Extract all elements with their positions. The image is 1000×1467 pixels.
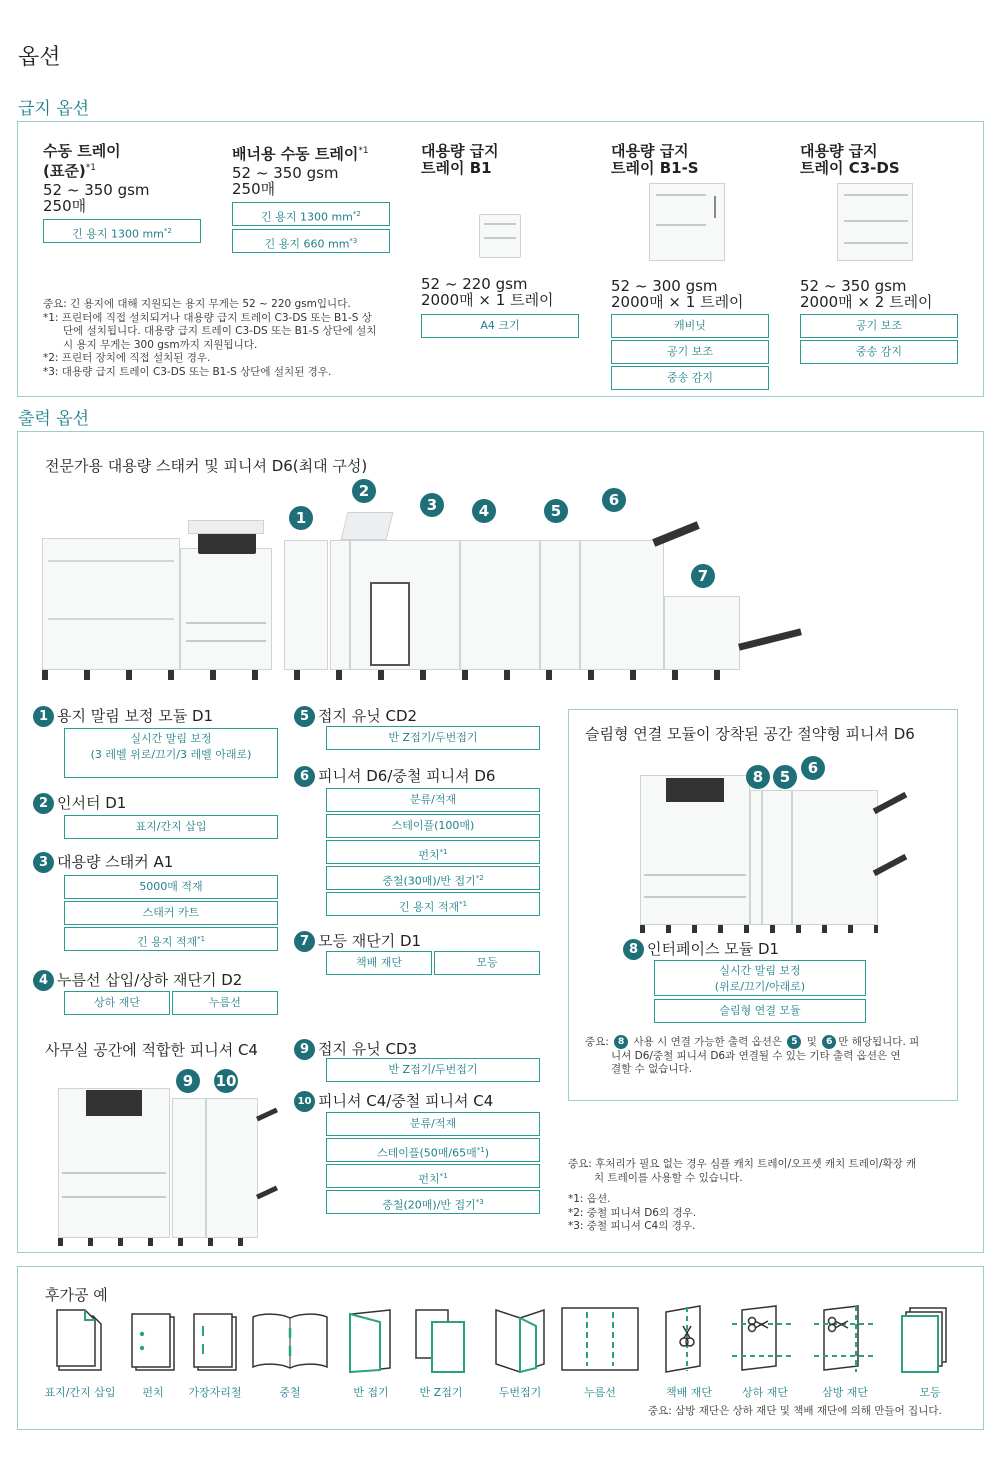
pill-top-bottom-trim: 상하 재단 xyxy=(64,991,170,1015)
pill-realtime-curl: 실시간 말림 보정 (3 레벨 위로/끄기/3 레벨 아래로) xyxy=(64,728,278,778)
punch-icon xyxy=(130,1312,176,1372)
three-side-trim-icon xyxy=(812,1304,878,1374)
square-fold-icon xyxy=(900,1306,952,1374)
label-fore-edge-trim: 책배 재단 xyxy=(665,1386,712,1399)
feed-col-3-title: 대용량 급지 트레이 B1 xyxy=(421,142,499,177)
label-z-fold: 반 Z접기 xyxy=(419,1386,463,1399)
office-badge-9: 9 xyxy=(176,1069,203,1093)
hcf-c3ds-image xyxy=(837,183,913,261)
label-punch: 펀치 xyxy=(142,1386,164,1399)
feed-col-2-spec: 52 ~ 350 gsm 250매 xyxy=(232,164,339,198)
pill-realtime-curl-2: 실시간 말림 보정 (위로/끄기/아래로) xyxy=(654,960,866,996)
diagram-badge-3: 3 xyxy=(420,493,447,517)
edge-stitch-icon xyxy=(192,1312,238,1372)
label-crease: 누름선 xyxy=(584,1386,616,1399)
pill-punch-2: 펀치$^{*1}$ xyxy=(326,1164,540,1188)
office-badge-10: 10 xyxy=(214,1069,241,1093)
feed-col-1-spec: 52 ~ 350 gsm 250매 xyxy=(43,181,150,215)
label-saddle-stitch: 중철 xyxy=(279,1386,301,1399)
module-6-title: 6 피니셔 D6/중철 피니셔 D6 xyxy=(294,765,495,787)
pill-staple-50-65: 스테이플(50매/65매$^{*1}$) xyxy=(326,1138,540,1162)
pill-long-paper-1300: 긴 용지 1300 $mm^{*2}$ xyxy=(43,219,201,243)
pill-square-fold: 모등 xyxy=(434,951,540,975)
module-9-title: 9 접지 유닛 CD3 xyxy=(294,1038,417,1060)
letter-fold-icon xyxy=(492,1306,548,1374)
feed-options-title: 급지 옵션 xyxy=(18,99,90,119)
diagram-badge-6: 6 xyxy=(602,488,629,512)
diagram-badge-1: 1 xyxy=(289,506,316,530)
fore-edge-trim-icon xyxy=(660,1304,718,1374)
module-2-title: 2 인서터 D1 xyxy=(33,792,126,814)
label-square-fold: 모등 xyxy=(919,1386,941,1399)
slim-badge-6: 6 xyxy=(801,756,828,780)
pill-air-assist: 공기 보조 xyxy=(611,340,769,364)
pill-sort-stack: 분류/적재 xyxy=(326,788,540,812)
office-config-title: 사무실 공간에 적합한 피니셔 C4 xyxy=(45,1041,258,1059)
label-half-fold: 반 접기 xyxy=(353,1386,389,1399)
module-1-title: 1 용지 말림 보정 모듈 D1 xyxy=(33,705,213,727)
saddle-stitch-icon xyxy=(250,1312,330,1372)
pill-fore-edge-trim: 책배 재단 xyxy=(326,951,432,975)
pill-z-fold: 반 Z접기/두번접기 xyxy=(326,726,540,750)
feed-col-5-spec: 52 ~ 350 gsm 2000매 × 2 트레이 xyxy=(800,277,933,311)
label-letter-fold: 두번접기 xyxy=(498,1386,542,1399)
main-config-title: 전문가용 대용량 스태커 및 피니셔 D6(최대 구성) xyxy=(45,457,368,475)
feed-col-5-title: 대용량 급지 트레이 C3-DS xyxy=(800,142,900,177)
pill-long-paper-stack-2: 긴 용지 적재$^{*1}$ xyxy=(326,892,540,916)
pill-long-paper-1300-b: 긴 용지 1300 $mm^{*2}$ xyxy=(232,202,390,226)
head-foot-trim-icon xyxy=(730,1304,796,1374)
module-10-title: 10 피니셔 C4/중철 피니셔 C4 xyxy=(294,1090,493,1112)
feed-col-4-title: 대용량 급지 트레이 B1-S xyxy=(611,142,699,177)
feed-col-1-title: 수동 트레이 (표준)$^{*1}$ xyxy=(43,142,121,180)
output-options-title: 출력 옵션 xyxy=(18,409,90,429)
slim-badge-8: 8 xyxy=(746,765,773,789)
feed-col-4-spec: 52 ~ 300 gsm 2000매 × 1 트레이 xyxy=(611,277,744,311)
slim-badge-5: 5 xyxy=(773,765,800,789)
cover-insert-icon xyxy=(55,1308,105,1374)
label-head-foot-trim: 상하 재단 xyxy=(741,1386,788,1399)
pill-saddle-20: 중철(20매)/반 접기$^{*3}$ xyxy=(326,1190,540,1214)
pill-multifeed-detect: 중송 감지 xyxy=(611,366,769,390)
crease-icon xyxy=(560,1306,640,1372)
module-4-title: 4 누름선 삽입/상하 재단기 D2 xyxy=(33,969,242,991)
postprocess-note: 중요: 삼방 재단은 상하 재단 및 책배 재단에 의해 만들어 집니다. xyxy=(648,1405,942,1417)
pill-a4-size: A4 크기 xyxy=(421,314,579,338)
pill-staple-100: 스테이플(100매) xyxy=(326,814,540,838)
diagram-badge-5: 5 xyxy=(544,499,571,523)
pill-punch: 펀치$^{*1}$ xyxy=(326,840,540,864)
module-3-title: 3 대용량 스태커 A1 xyxy=(33,851,173,873)
module-7-title: 7 모등 재단기 D1 xyxy=(294,930,421,952)
pill-5000-stack: 5000매 적재 xyxy=(64,875,278,899)
module-8-title: 8 인터페이스 모듈 D1 xyxy=(623,938,779,960)
diagram-badge-7: 7 xyxy=(691,564,718,588)
diagram-badge-2: 2 xyxy=(352,479,379,503)
output-notes: 중요: 후처리가 필요 없는 경우 심플 캐치 트레이/오프셋 캐치 트레이/확장 캐 치 트레이를 사용할 수 있습니다. *1: 옵션. *2: 중철 피니셔 D6의 경우. *3: 중철 피니셔 C4의 경우. xyxy=(568,1158,917,1232)
pill-stacker-cart: 스태커 카트 xyxy=(64,901,278,925)
pill-saddle-30: 중철(30매)/반 접기$^{*2}$ xyxy=(326,866,540,890)
hcf-b1-image xyxy=(479,214,521,258)
label-edge-stitch: 가장자리철 xyxy=(188,1386,242,1399)
pill-cabinet: 캐비닛 xyxy=(611,314,769,338)
label-three-side-trim: 삼방 재단 xyxy=(821,1386,868,1399)
page-title: 옵션 xyxy=(18,45,61,70)
half-fold-icon xyxy=(346,1308,396,1374)
pill-crease: 누름선 xyxy=(172,991,278,1015)
pill-cover-insert: 표지/간지 삽입 xyxy=(64,815,278,839)
pill-long-paper-stack: 긴 용지 적재$^{*1}$ xyxy=(64,927,278,951)
feed-notes: 중요: 긴 용지에 대해 지원되는 용지 무게는 52 ~ 220 gsm입니다. *1: 프린터에 직접 설치되거나 대용량 급지 트레이 C3-DS 또는 B1-S 상 단에 설치됩니다. 대용량 급지 트레이 C3-DS 또는 B1-S 상단에 설치 시 용지 무게는 300 gsm까지 지원됩니다. *2: 프린터 장치에 직접 설치된 경우. *3: 대용량 급지 트레이 C3-DS 또는 B1-S 상단에 설치된 경우. xyxy=(43,298,377,378)
slim-note: 중요: 8 사용 시 연결 가능한 출력 옵션은 5 및 6 만 해당됩니다. 피 니셔 D6/중철 피니셔 D6과 연결될 수 있는 기타 출력 옵션은 연 결할 수 없습니다. xyxy=(585,1036,920,1075)
slim-finisher-title: 슬림형 연결 모듈이 장착된 공간 절약형 피니셔 D6 xyxy=(585,725,915,743)
pill-slim-connect: 슬림형 연결 모듈 xyxy=(654,999,866,1023)
postprocess-title: 후가공 예 xyxy=(45,1286,108,1304)
pill-sort-stack-2: 분류/적재 xyxy=(326,1112,540,1136)
pill-long-paper-660: 긴 용지 660 $mm^{*3}$ xyxy=(232,229,390,253)
label-cover-insert: 표지/간지 삽입 xyxy=(44,1386,116,1399)
pill-z-fold-2: 반 Z접기/두번접기 xyxy=(326,1058,540,1082)
pill-multifeed-detect-2: 중송 감지 xyxy=(800,340,958,364)
diagram-badge-4: 4 xyxy=(472,499,499,523)
feed-col-3-spec: 52 ~ 220 gsm 2000매 × 1 트레이 xyxy=(421,275,554,309)
z-fold-icon xyxy=(412,1306,468,1374)
module-5-title: 5 접지 유닛 CD2 xyxy=(294,705,417,727)
feed-col-2-title: 배너용 수동 트레이$^{*1}$ xyxy=(232,145,369,163)
hcf-b1s-image xyxy=(649,183,725,261)
pill-air-assist-2: 공기 보조 xyxy=(800,314,958,338)
